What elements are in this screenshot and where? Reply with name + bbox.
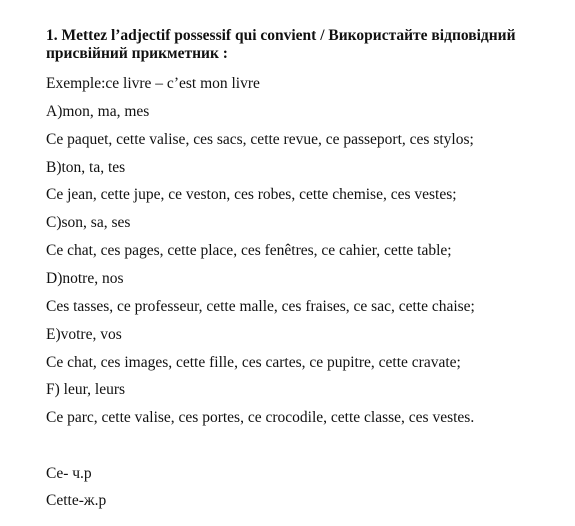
exercise-title: 1. Mettez l’adjectif possessif qui convient / Використайте відповідний присвійний прикметник : bbox=[46, 27, 516, 62]
section-d-words: Ces tasses, ce professeur, cette malle, ces fraises, ce sac, cette chaise; bbox=[46, 298, 475, 315]
section-d-label: D)notre, nos bbox=[46, 270, 124, 287]
section-f-label: F) leur, leurs bbox=[46, 381, 126, 398]
note-masculine: Ce- ч.р bbox=[46, 465, 92, 482]
section-c-label: C)son, sa, ses bbox=[46, 214, 131, 231]
section-b-words: Ce jean, cette jupe, ce veston, ces robes, cette chemise, ces vestes; bbox=[46, 186, 457, 203]
section-a-words: Ce paquet, cette valise, ces sacs, cette revue, ce passeport, ces stylos; bbox=[46, 131, 474, 148]
section-c-words: Ce chat, ces pages, cette place, ces fenêtres, ce cahier, cette table; bbox=[46, 242, 452, 259]
section-e-label: E)votre, vos bbox=[46, 326, 122, 343]
section-a-label: A)mon, ma, mes bbox=[46, 103, 150, 120]
note-feminine: Cette-ж.р bbox=[46, 492, 107, 509]
section-e-words: Ce chat, ces images, cette fille, ces cartes, ce pupitre, cette cravate; bbox=[46, 354, 461, 371]
section-f-words: Ce parc, cette valise, ces portes, ce crocodile, cette classe, ces vestes. bbox=[46, 409, 475, 426]
example-line: Exemple:ce livre – c’est mon livre bbox=[46, 75, 260, 92]
section-b-label: B)ton, ta, tes bbox=[46, 159, 126, 176]
